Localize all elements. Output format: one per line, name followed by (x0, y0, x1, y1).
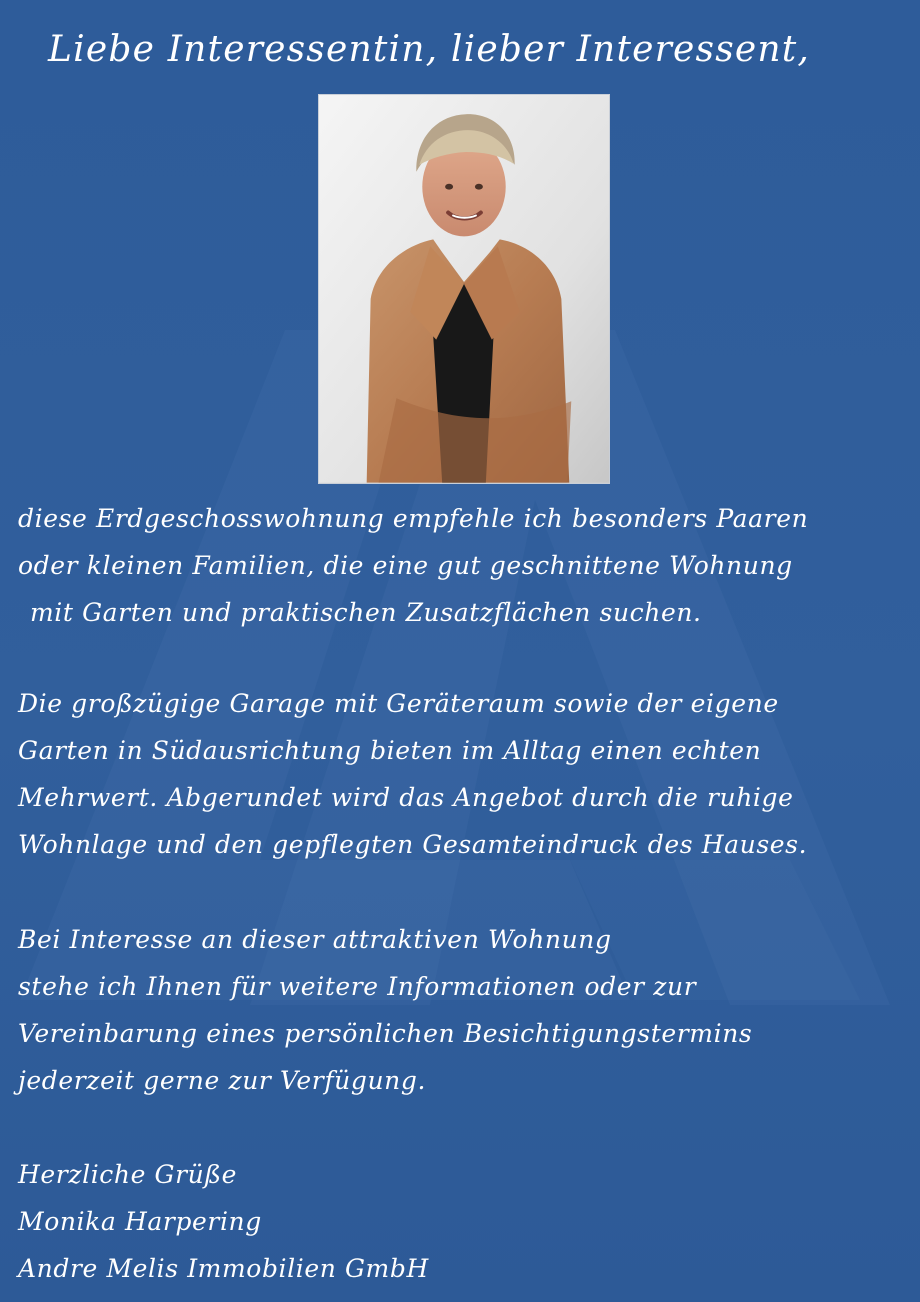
text-line: Garten in Südausrichtung bieten im Alltag einen echten (18, 736, 762, 765)
company-name: Andre Melis Immobilien GmbH (18, 1254, 429, 1283)
closing-signature (18, 1151, 908, 1292)
text-line: Vereinbarung eines persönlichen Besichtigungstermins (18, 1019, 753, 1048)
text-line: Bei Interesse an dieser attraktiven Wohnung (18, 925, 612, 954)
signer-name: Monika Harpering (18, 1207, 262, 1236)
text-line: Die großzügige Garage mit Geräteraum sowie der eigene (18, 689, 779, 718)
text-line: oder kleinen Familien, die eine gut geschnittene Wohnung (18, 551, 793, 580)
text-line: Mehrwert. Abgerundet wird das Angebot durch die ruhige (18, 783, 794, 812)
text-line: stehe ich Ihnen für weitere Informationen oder zur (18, 972, 697, 1001)
portrait-photo (318, 94, 610, 484)
portrait-image (319, 95, 609, 483)
text-line: mit Garten und praktischen Zusatzflächen suchen. (30, 598, 702, 627)
paragraph-features (18, 680, 908, 868)
greeting-line: Liebe Interessentin, lieber Interessent, (48, 29, 811, 70)
text-line: Wohnlage und den gepflegten Gesamteindruck des Hauses. (18, 830, 808, 859)
paragraph-recommendation (18, 495, 908, 636)
paragraph-contact-offer (18, 916, 908, 1104)
text-line: jederzeit gerne zur Verfügung. (18, 1066, 427, 1095)
closing-line: Herzliche Grüße (18, 1160, 238, 1189)
text-line: diese Erdgeschosswohnung empfehle ich besonders Paaren (18, 504, 809, 533)
